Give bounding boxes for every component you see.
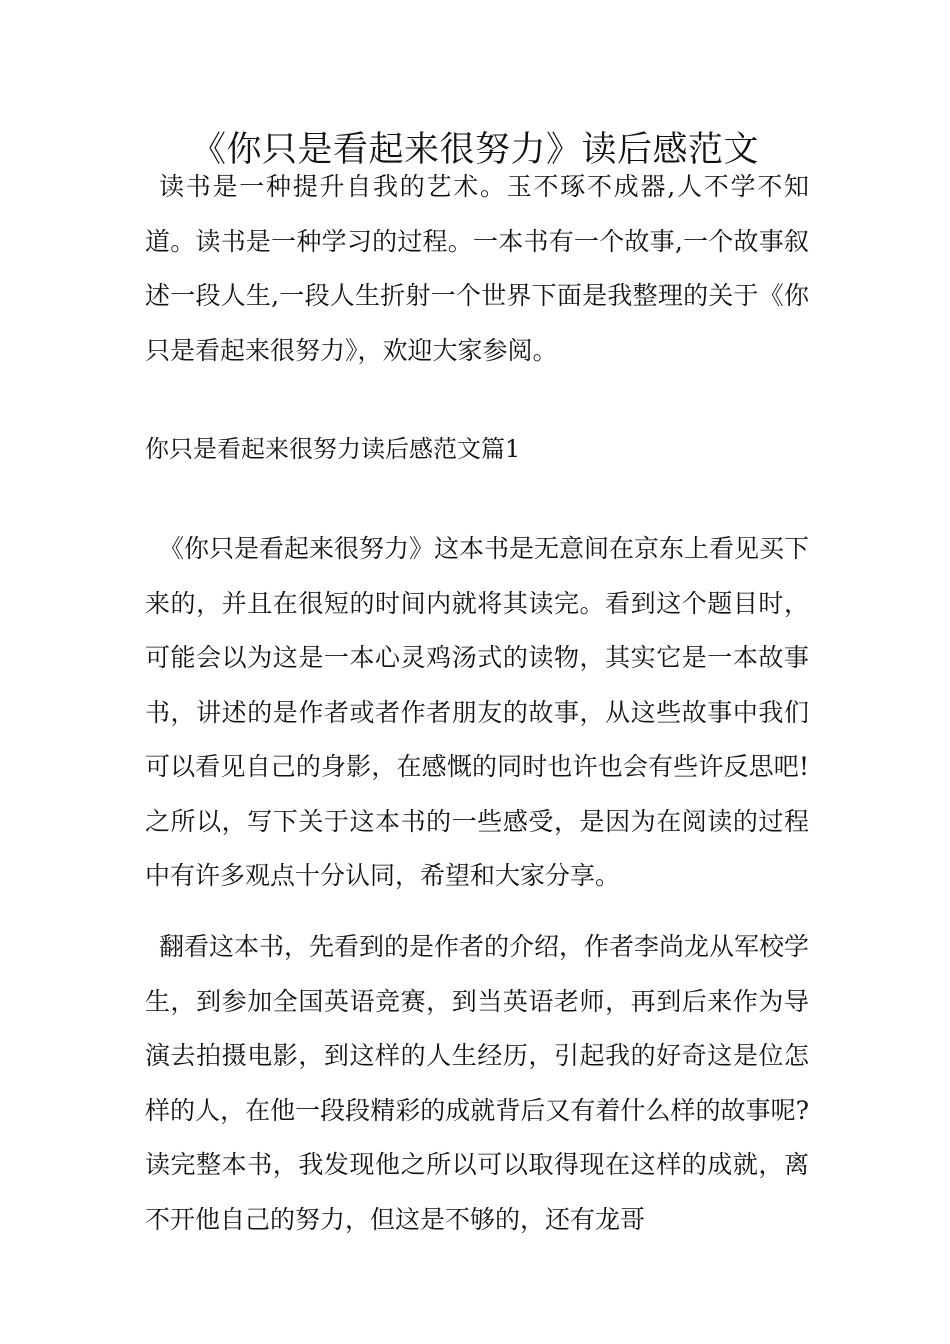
section-heading: 你只是看起来很努力读后感范文篇1 [145,435,521,463]
body-paragraph-2: 翻看这本书，先看到的是作者的介绍，作者李尚龙从军校学生，到参加全国英语竞赛，到当英语老师，再到后来作为导演去拍摄电影，到这样的人生经历，引起我的好奇这是位怎样的人，在他一段段精彩的成就背后又有着什么样的故事呢?读完整本书，我发现他之所以可以取得现在这样的成就，离不开他自己的努力，但这是不够的，还有龙哥 [145,932,810,1234]
intro-paragraph: 读书是一种提升自我的艺术。玉不琢不成器,人不学不知道。读书是一种学习的过程。一本书有一个故事,一个故事叙述一段人生,一段人生折射一个世界下面是我整理的关于《你只是看起来很努力》，欢迎大家参阅。 [145,172,809,365]
body-paragraph-1: 《你只是看起来很努力》这本书是无意间在京东上看见买下来的，并且在很短的时间内就将其读完。看到这个题目时，可能会以为这是一本心灵鸡汤式的读物，其实它是一本故事书，讲述的是作者或者作者朋友的故事，从这些故事中我们可以看见自己的身影，在感慨的同时也许也会有些许反思吧!之所以，写下关于这本书的一些感受，是因为在阅读的过程中有许多观点十分认同，希望和大家分享。 [145,534,810,890]
document-title: 《你只是看起来很努力》读后感范文 [190,130,759,170]
